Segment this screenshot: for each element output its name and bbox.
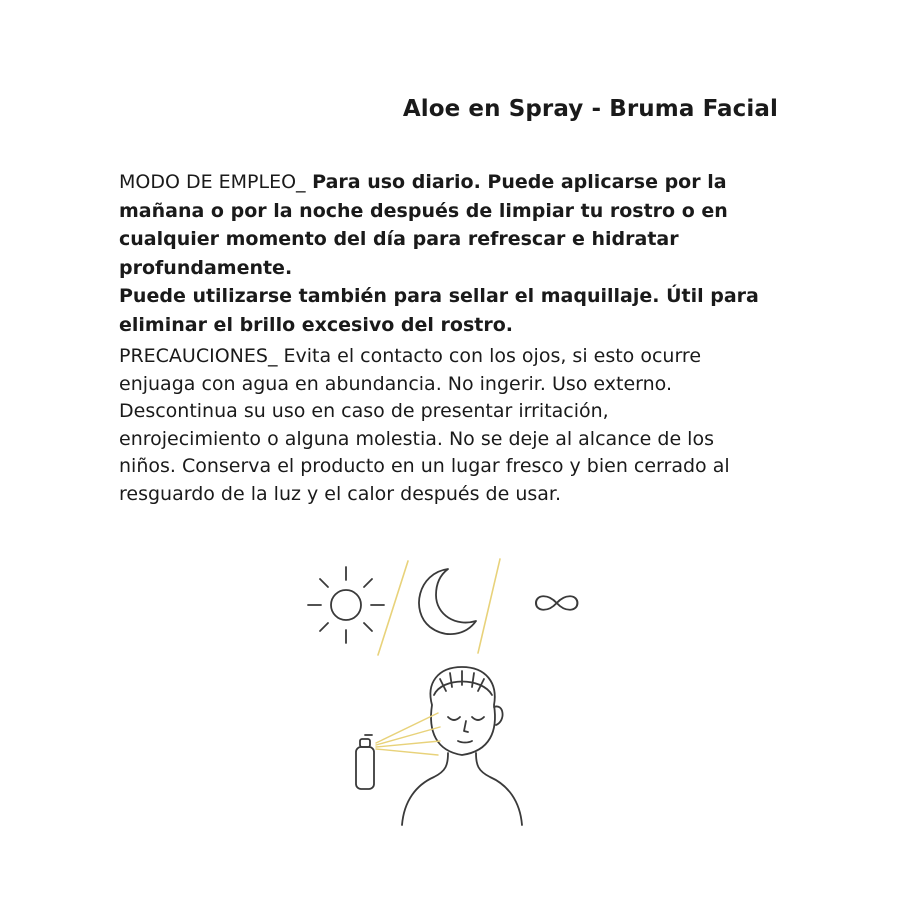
usage-line: cualquier momento del día para refrescar e hidratar [119, 228, 679, 250]
infinity-icon [536, 596, 577, 610]
usage-line: eliminar el brillo excesivo del rostro. [119, 313, 513, 336]
precautions-line: niños. Conserva el producto en un lugar fresco y bien cerrado al [119, 455, 730, 477]
sun-icon [308, 567, 384, 643]
page-title: Aloe en Spray - Bruma Facial [402, 96, 778, 122]
usage-heading: MODO DE EMPLEO_ [119, 171, 306, 193]
usage-line-1 [119, 168, 784, 197]
moon-icon [419, 569, 476, 634]
precautions-line: enrojecimiento o alguna molestia. No se deje al alcance de los [119, 427, 714, 450]
precautions-line-1 [119, 343, 784, 371]
instructions-block [119, 168, 784, 508]
precautions-line: resguardo de la luz y el calor después de usar. [119, 482, 562, 505]
usage-line: mañana o por la noche después de limpiar tu rostro o en [119, 199, 728, 222]
usage-illustration [300, 555, 590, 835]
usage-line: Puede utilizarse también para sellar el maquillaje. Útil para [119, 285, 759, 307]
precautions-text: Evita el contacto con los ojos, si esto ocurre [277, 345, 702, 367]
precautions-line: enjuaga con agua en abundancia. No ingerir. Uso externo. [119, 372, 673, 395]
precautions-heading: PRECAUCIONES_ [119, 345, 278, 367]
usage-text: Para uso diario. Puede aplicarse por la [305, 171, 727, 193]
precautions-paragraph [119, 343, 784, 508]
usage-line: profundamente. [119, 256, 293, 279]
precautions-line: Descontinua su uso en caso de presentar irritación, [119, 400, 609, 422]
usage-paragraph [119, 168, 784, 339]
